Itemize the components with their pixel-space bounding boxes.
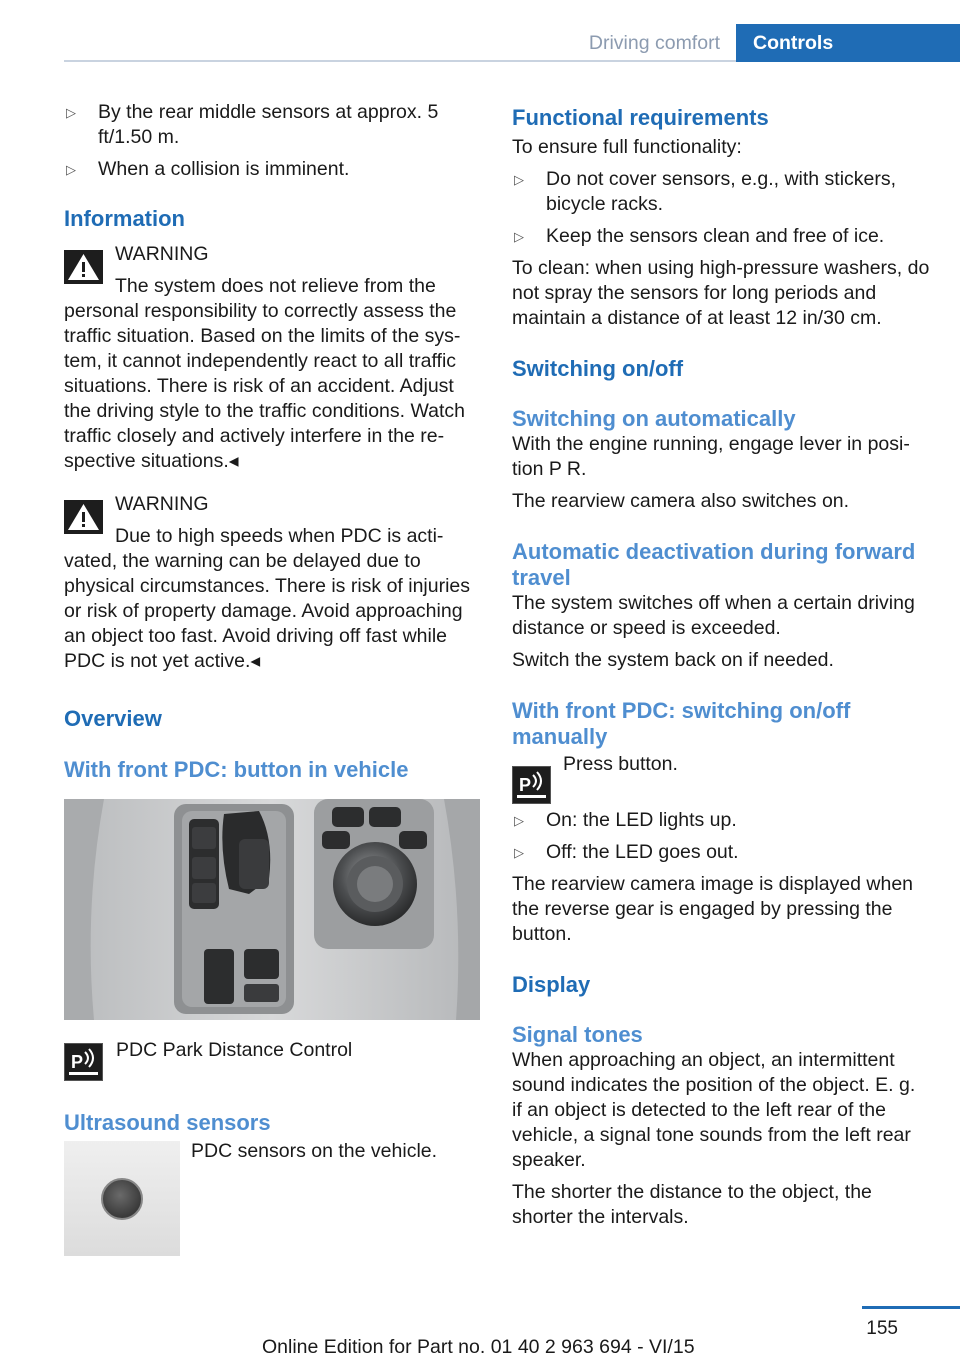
led-bullets: [512, 808, 930, 865]
svg-text:P: P: [519, 775, 532, 795]
warning-title: WARNING: [115, 243, 209, 265]
warning-text-first-line: The system does not relieve from the: [115, 275, 436, 297]
page-header: [64, 0, 960, 62]
list-item: ▷ Do not cover sensors, e.g., with stickers, bicycle racks.: [514, 168, 897, 215]
warning-block: [64, 242, 481, 474]
pdc-label: PDC Park Distance Control: [116, 1039, 353, 1061]
triangle-bullet-icon: ▷: [514, 813, 524, 828]
functional-intro: To ensure full functionality:: [512, 136, 742, 158]
functional-requirements-heading: Functional requirements: [512, 105, 769, 130]
camera-text: The rearview camera image is displayed when the reverse gear is engaged by pressing the button.: [512, 873, 914, 945]
warning-triangle-icon: [64, 250, 103, 284]
cleaning-text: To clean: when using high-pressure washers, do not spray the sensors for long periods and maintain a distance of at least 12 in/30 cm.: [512, 257, 930, 329]
auto-off-heading: Automatic deactivation during forward travel: [512, 539, 916, 590]
auto-off-text: The system switches off when a certain driving distance or speed is exceeded.: [512, 592, 915, 639]
list-item: ▷ By the rear middle sensors at approx. 5 ft/1.50 m.: [66, 101, 439, 148]
ultrasound-text: PDC sensors on the vehicle.: [191, 1140, 438, 1162]
triangle-bullet-icon: ▷: [514, 229, 524, 244]
pdc-legend: [64, 1040, 481, 1080]
pdc-button-icon: [512, 766, 551, 804]
footer-rule: [862, 1306, 960, 1309]
overview-heading: Overview: [64, 706, 162, 731]
press-button-row: [512, 753, 930, 804]
triangle-bullet-icon: ▷: [66, 162, 76, 177]
button-in-vehicle-heading: With front PDC: button in vehicle: [64, 757, 409, 782]
left-column: [64, 100, 481, 1259]
header-section-title: Driving comfort: [588, 32, 720, 54]
ultrasound-section: [64, 1139, 481, 1259]
auto-on-heading: Switching on automatically: [512, 406, 796, 431]
svg-text:P: P: [71, 1052, 84, 1072]
sensor-icon: [101, 1178, 143, 1220]
switching-heading: Switching on/off: [512, 356, 684, 381]
header-chapter-tab: Controls: [736, 24, 960, 62]
triangle-bullet-icon: ▷: [514, 845, 524, 860]
warning-text-first-line: Due to high speeds when PDC is acti-: [115, 525, 444, 547]
press-button-text: Press button.: [563, 753, 678, 775]
center-console-illustration: [64, 799, 480, 1020]
sensor-bullets: [64, 100, 481, 182]
auto-on-text: With the engine running, engage lever in posi-tion P R.: [512, 433, 910, 480]
triangle-bullet-icon: ▷: [66, 105, 76, 120]
list-item: ▷ Keep the sensors clean and free of ice.: [514, 225, 885, 247]
warning-block: [64, 492, 481, 674]
pdc-button-icon: [64, 1043, 103, 1081]
list-item: ▷ When a collision is imminent.: [66, 158, 350, 180]
warning-triangle-icon: [64, 500, 103, 534]
list-item: ▷ Off: the LED goes out.: [514, 841, 739, 863]
manual-switch-heading: With front PDC: switching on/off manually: [512, 698, 851, 749]
signal-interval-text: The shorter the distance to the object, the shorter the intervals.: [512, 1181, 872, 1228]
auto-off-switch-back-text: Switch the system back on if needed.: [512, 649, 834, 671]
signal-tones-text: When approaching an object, an intermittent sound indicates the position of the object. E. g. if an object is detected to the left rear of the vehicle, a signal tone sounds from the left rear speaker.: [512, 1049, 916, 1171]
functional-bullets: [512, 167, 930, 249]
footer-edition: Online Edition for Part no. 01 40 2 963 694 - VI/15: [262, 1336, 695, 1358]
ultrasound-heading: Ultrasound sensors: [64, 1110, 271, 1135]
center-console-photo: [64, 799, 480, 1020]
page-number: 155: [866, 1318, 898, 1339]
warning-text: vated, the warning can be delayed due to physical circumstances. There is risk of injuries or risk of property damage. Avoid approaching an object too fast. Avoid driving off fast while PDC is not yet active.◂: [64, 550, 471, 672]
auto-on-camera-text: The rearview camera also switches on.: [512, 490, 850, 512]
list-item: ▷ On: the LED lights up.: [514, 809, 737, 831]
triangle-bullet-icon: ▷: [514, 172, 524, 187]
right-column: [512, 100, 930, 1230]
display-heading: Display: [512, 972, 591, 997]
warning-title: WARNING: [115, 493, 209, 515]
signal-tones-heading: Signal tones: [512, 1022, 643, 1047]
information-heading: Information: [64, 206, 185, 231]
warning-text: personal responsibility to correctly assess the traffic situation. Based on the limits of the sys-tem, it cannot independently react to all traffic situations. There is risk of an accident. Adjust the driving style to the traffic conditions. Watch traffic closely and actively interfere in the re-spective situations.◂: [64, 300, 466, 472]
sensor-photo: [64, 1141, 180, 1256]
